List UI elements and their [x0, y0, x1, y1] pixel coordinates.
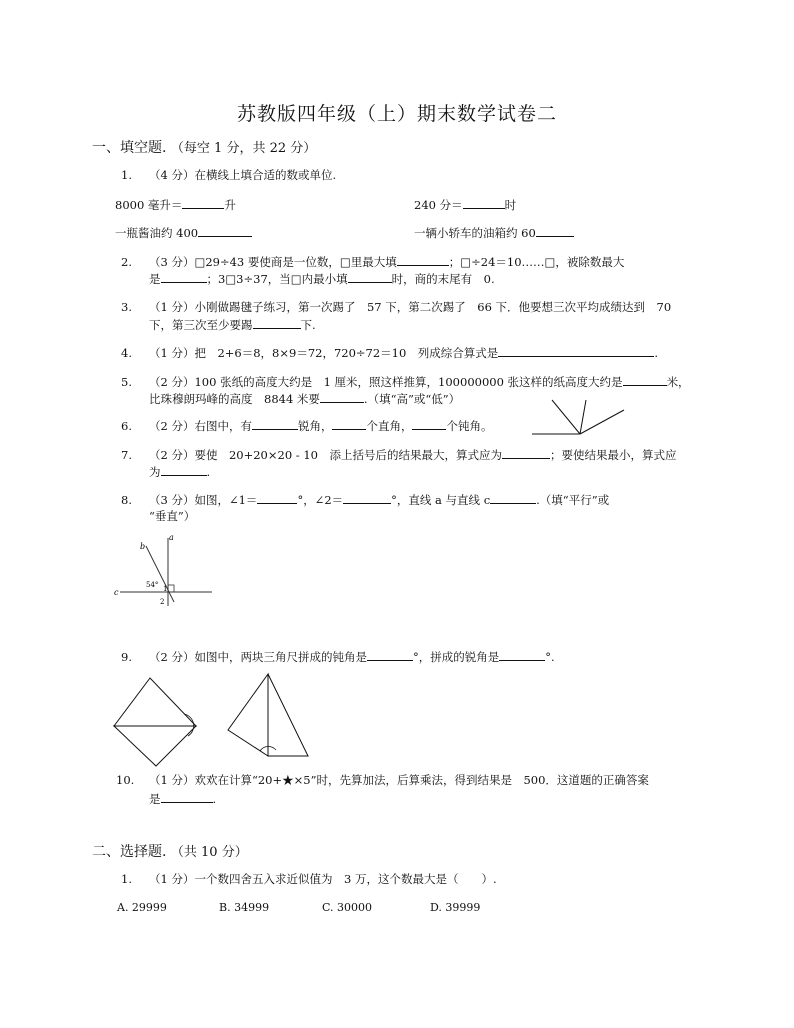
q9-triangle-figure-2: [224, 672, 314, 770]
q5-blank-2[interactable]: [320, 390, 364, 403]
q4-number: 4.: [121, 346, 132, 360]
section2-note: （共 10 分）: [170, 845, 248, 860]
q6-d: 个钝角。: [446, 419, 493, 433]
s2-q1-option-a[interactable]: A. 29999: [117, 901, 167, 914]
q3-line2b-text: 下.: [300, 318, 316, 332]
q7-blank-1[interactable]: [502, 446, 550, 459]
q8-b: °，∠2＝: [297, 493, 344, 507]
q1-a-blank[interactable]: [182, 196, 224, 209]
q8-blank-3[interactable]: [490, 491, 536, 504]
q9-fig1-triangle-top: [114, 678, 196, 726]
q9-blank-2[interactable]: [499, 648, 545, 661]
q6-a: （2 分）右图中，有: [149, 419, 252, 433]
q1-d-blank[interactable]: [536, 224, 574, 237]
q6-line: [121, 417, 492, 434]
q6-ray-1: [552, 400, 580, 434]
q4-end: .: [654, 346, 658, 360]
q10-line2: [149, 790, 216, 807]
q1-b-unit: 时: [504, 198, 517, 212]
q8-d: .（填“平行”或: [536, 493, 610, 507]
q2-line2: [149, 270, 495, 287]
q9-line: [121, 648, 555, 665]
q3-number: 3.: [121, 300, 132, 314]
q2-line2b-text: ；3□3÷37，当□内最小填: [206, 272, 348, 286]
q5-line2: [149, 390, 460, 407]
q10-number: 10.: [116, 773, 135, 787]
q7-line1b-text: ；要使结果最小，算式应: [549, 448, 677, 462]
q5-line1-text: （2 分）100 张纸的高度大约是 1 厘米，照这样推算，100000000 张这样的纸高度大约是: [149, 375, 623, 389]
q8-line2: [149, 508, 195, 524]
q8-c: °，直线 a 与直线 c: [391, 493, 491, 507]
q6-blank-2[interactable]: [332, 417, 366, 430]
q6-blank-3[interactable]: [412, 417, 446, 430]
q7-number: 7.: [121, 448, 132, 462]
q5-blank-1[interactable]: [623, 373, 667, 386]
q9-blank-1[interactable]: [367, 648, 413, 661]
q6-ray-3: [580, 410, 624, 434]
q1-item-a: [115, 196, 236, 213]
q2-blank-3[interactable]: [348, 270, 392, 283]
q8-blank-2[interactable]: [343, 491, 391, 504]
section1-note: （每空 1 分，共 22 分）: [170, 141, 317, 156]
s2-q1-option-c[interactable]: C. 30000: [322, 901, 373, 914]
q1-item-b: [414, 196, 516, 213]
q10-line1-text: （1 分）欢欢在计算“20+★×5”时，先算加法，后算乘法，得到结果是 500．这道题的正确答案: [149, 773, 649, 787]
q8-line2-text: “垂直”）: [149, 509, 196, 523]
s2-q1-option-d[interactable]: D. 39999: [430, 901, 481, 914]
q9-fig1-triangle-bottom: [114, 726, 196, 766]
q6-ray-2: [580, 400, 586, 434]
q8-label-1: 1: [163, 585, 168, 593]
q8-lines-figure: [112, 532, 216, 606]
section1-heading: [92, 137, 316, 157]
q3-blank[interactable]: [253, 316, 301, 329]
q8-blank-1[interactable]: [257, 491, 297, 504]
q2-line1-text: （3 分）□29÷43 要使商是一位数，□里最大填: [149, 255, 397, 269]
q8-line-b: [146, 546, 174, 602]
q4-text: （1 分）把 2+6＝8，8×9＝72，720÷72＝10 列成综合算式是: [149, 346, 499, 360]
q6-number: 6.: [121, 419, 132, 433]
s2-q1-text: （1 分）一个数四舍五入求近似值为 3 万，这个数最大是（ ）.: [149, 872, 497, 886]
q4-blank[interactable]: [498, 344, 654, 357]
q3-line1-text: （1 分）小刚做踢毽子练习，第一次踢了 57 下，第二次踢了 66 下．他要想三次平均成绩达到 70: [149, 300, 672, 314]
q6-c: 个直角，: [366, 419, 413, 433]
q2-blank-2[interactable]: [161, 270, 207, 283]
q7-line2b-text: .: [206, 465, 211, 479]
q1-c-text: 一瓶酱油约 400: [115, 226, 199, 240]
q7-line2a-text: 为: [149, 465, 161, 479]
q1-item-c: [115, 224, 252, 241]
q5-line2b-text: .（填“高”或“低”）: [363, 392, 461, 406]
q7-blank-2[interactable]: [161, 463, 207, 476]
q1-d-text: 一辆小轿车的油箱约 60: [414, 226, 536, 240]
q2-line1: [121, 253, 624, 270]
q10-line2a-text: 是: [149, 792, 161, 806]
q7-line1: [121, 446, 676, 463]
q8-label-b: b: [140, 542, 146, 551]
q8-number: 8.: [121, 493, 132, 507]
q9-triangle-figure-1: [110, 670, 208, 770]
q8-a: （3 分）如图，∠1＝: [149, 493, 258, 507]
q8-label-c: c: [114, 588, 119, 597]
page-title: 苏教版四年级（上）期末数学试卷二: [236, 103, 557, 125]
q1-c-blank[interactable]: [198, 224, 252, 237]
q1-a-unit: 升: [224, 198, 236, 212]
q1-b-blank[interactable]: [463, 196, 505, 209]
q1-b-text: 240 分＝: [414, 198, 463, 212]
q9-fig2-triangle-left: [228, 674, 268, 756]
q8-line1: [121, 491, 609, 508]
q1-stem: [121, 167, 336, 183]
q10-blank[interactable]: [161, 790, 213, 803]
q9-fig2-triangle-right: [268, 674, 308, 756]
q3-line1: [121, 299, 671, 315]
q2-line2c-text: 时，商的末尾有 0.: [391, 272, 495, 286]
q1-item-d: [414, 224, 574, 241]
s2-q1-option-b[interactable]: B. 34999: [219, 901, 270, 914]
q10-line2b-text: .: [212, 792, 217, 806]
q8-label-2: 2: [160, 598, 165, 606]
q6-blank-1[interactable]: [252, 417, 298, 430]
q5-line1-end: 米，: [666, 375, 690, 389]
s2-q1-number: 1.: [121, 872, 132, 886]
q7-line2: [149, 463, 210, 480]
q5-line2a-text: 比珠穆朗玛峰的高度 8844 米要: [149, 392, 320, 406]
q10-line1: [116, 772, 649, 788]
q2-line2a-text: 是: [149, 272, 161, 286]
section2-heading: [92, 841, 248, 861]
q9-a: （2 分）如图中，两块三角尺拼成的钝角是: [149, 650, 367, 664]
q4-line: [121, 344, 658, 361]
q9-b: °，拼成的锐角是: [412, 650, 500, 664]
q6-angle-figure: [532, 398, 628, 438]
q2-line1b-text: ；□÷24＝10……□，被除数最大: [448, 255, 625, 269]
q1-number: 1.: [121, 168, 132, 182]
q7-line1a-text: （2 分）要使 20+20×20 - 10 添上括号后的结果最大，算式应为: [149, 448, 502, 462]
q3-line2: [149, 316, 316, 333]
q2-number: 2.: [121, 255, 132, 269]
s2-q1-stem: [121, 871, 497, 887]
q1-a-text: 8000 毫升＝: [115, 198, 183, 212]
q3-line2a-text: 下，第三次至少要踢: [149, 318, 253, 332]
q5-number: 5.: [121, 375, 132, 389]
section2-title: 二、选择题.: [92, 844, 167, 860]
q8-label-54: 54°: [146, 581, 159, 589]
q5-line1: [121, 373, 690, 390]
q9-number: 9.: [121, 650, 132, 664]
section1-title: 一、填空题.: [92, 140, 167, 156]
q2-blank-1[interactable]: [397, 253, 449, 266]
q9-c: °.: [545, 650, 555, 664]
q1-text: （4 分）在横线上填合适的数或单位.: [149, 168, 337, 182]
q6-b: 锐角，: [297, 419, 333, 433]
q8-label-a: a: [169, 533, 174, 542]
